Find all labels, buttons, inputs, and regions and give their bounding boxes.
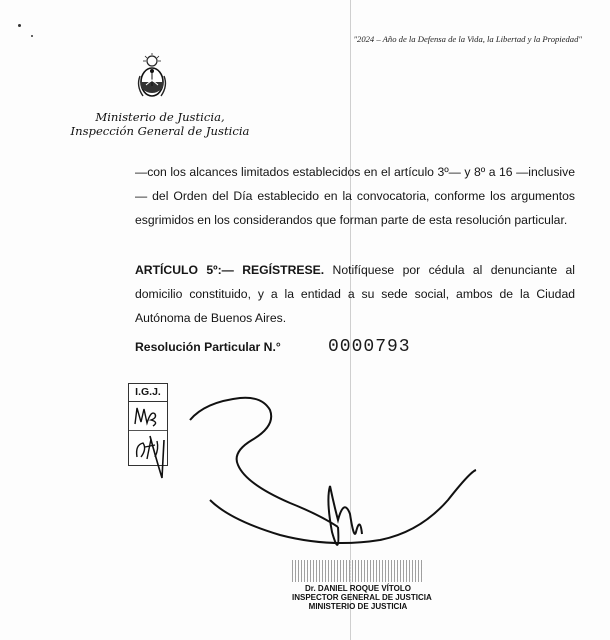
signatory-name: Dr. DANIEL ROQUE VÍTOLO — [305, 584, 411, 593]
body-paragraph: —con los alcances limitados establecidos en el artículo 3º— y 8º a 16 —inclusive— del Orden del Día establecido en la convocatoria, conforme los argumentos esgrimidos en los considerandos que forman parte de esta resolución particular. — [135, 165, 575, 227]
year-motto: "2024 – Año de la Defensa de la Vida, la Libertad y la Propiedad" — [353, 34, 582, 44]
igj-box-title: I.G.J. — [129, 384, 167, 402]
resolution-label: Resolución Particular N.° — [135, 340, 281, 354]
agency-name: Inspección General de Justicia — [70, 124, 250, 138]
ministry-name: Ministerio de Justicia, — [95, 110, 225, 124]
stamp-pattern — [292, 560, 424, 582]
signatory-position: INSPECTOR GENERAL DE JUSTICIA — [292, 593, 432, 602]
article-heading: ARTÍCULO 5º:— REGÍSTRESE. — [135, 263, 325, 277]
article-text: Notifíquese por cédula al denunciante al domicilio constituido, y a la entidad a su sede social, ambos de la Ciudad Autónoma de Buenos Aires. — [135, 263, 576, 325]
signatory-office: MINISTERIO DE JUSTICIA — [308, 602, 408, 611]
official-stamp — [292, 560, 432, 611]
resolution-number: 0000793 — [328, 337, 411, 357]
